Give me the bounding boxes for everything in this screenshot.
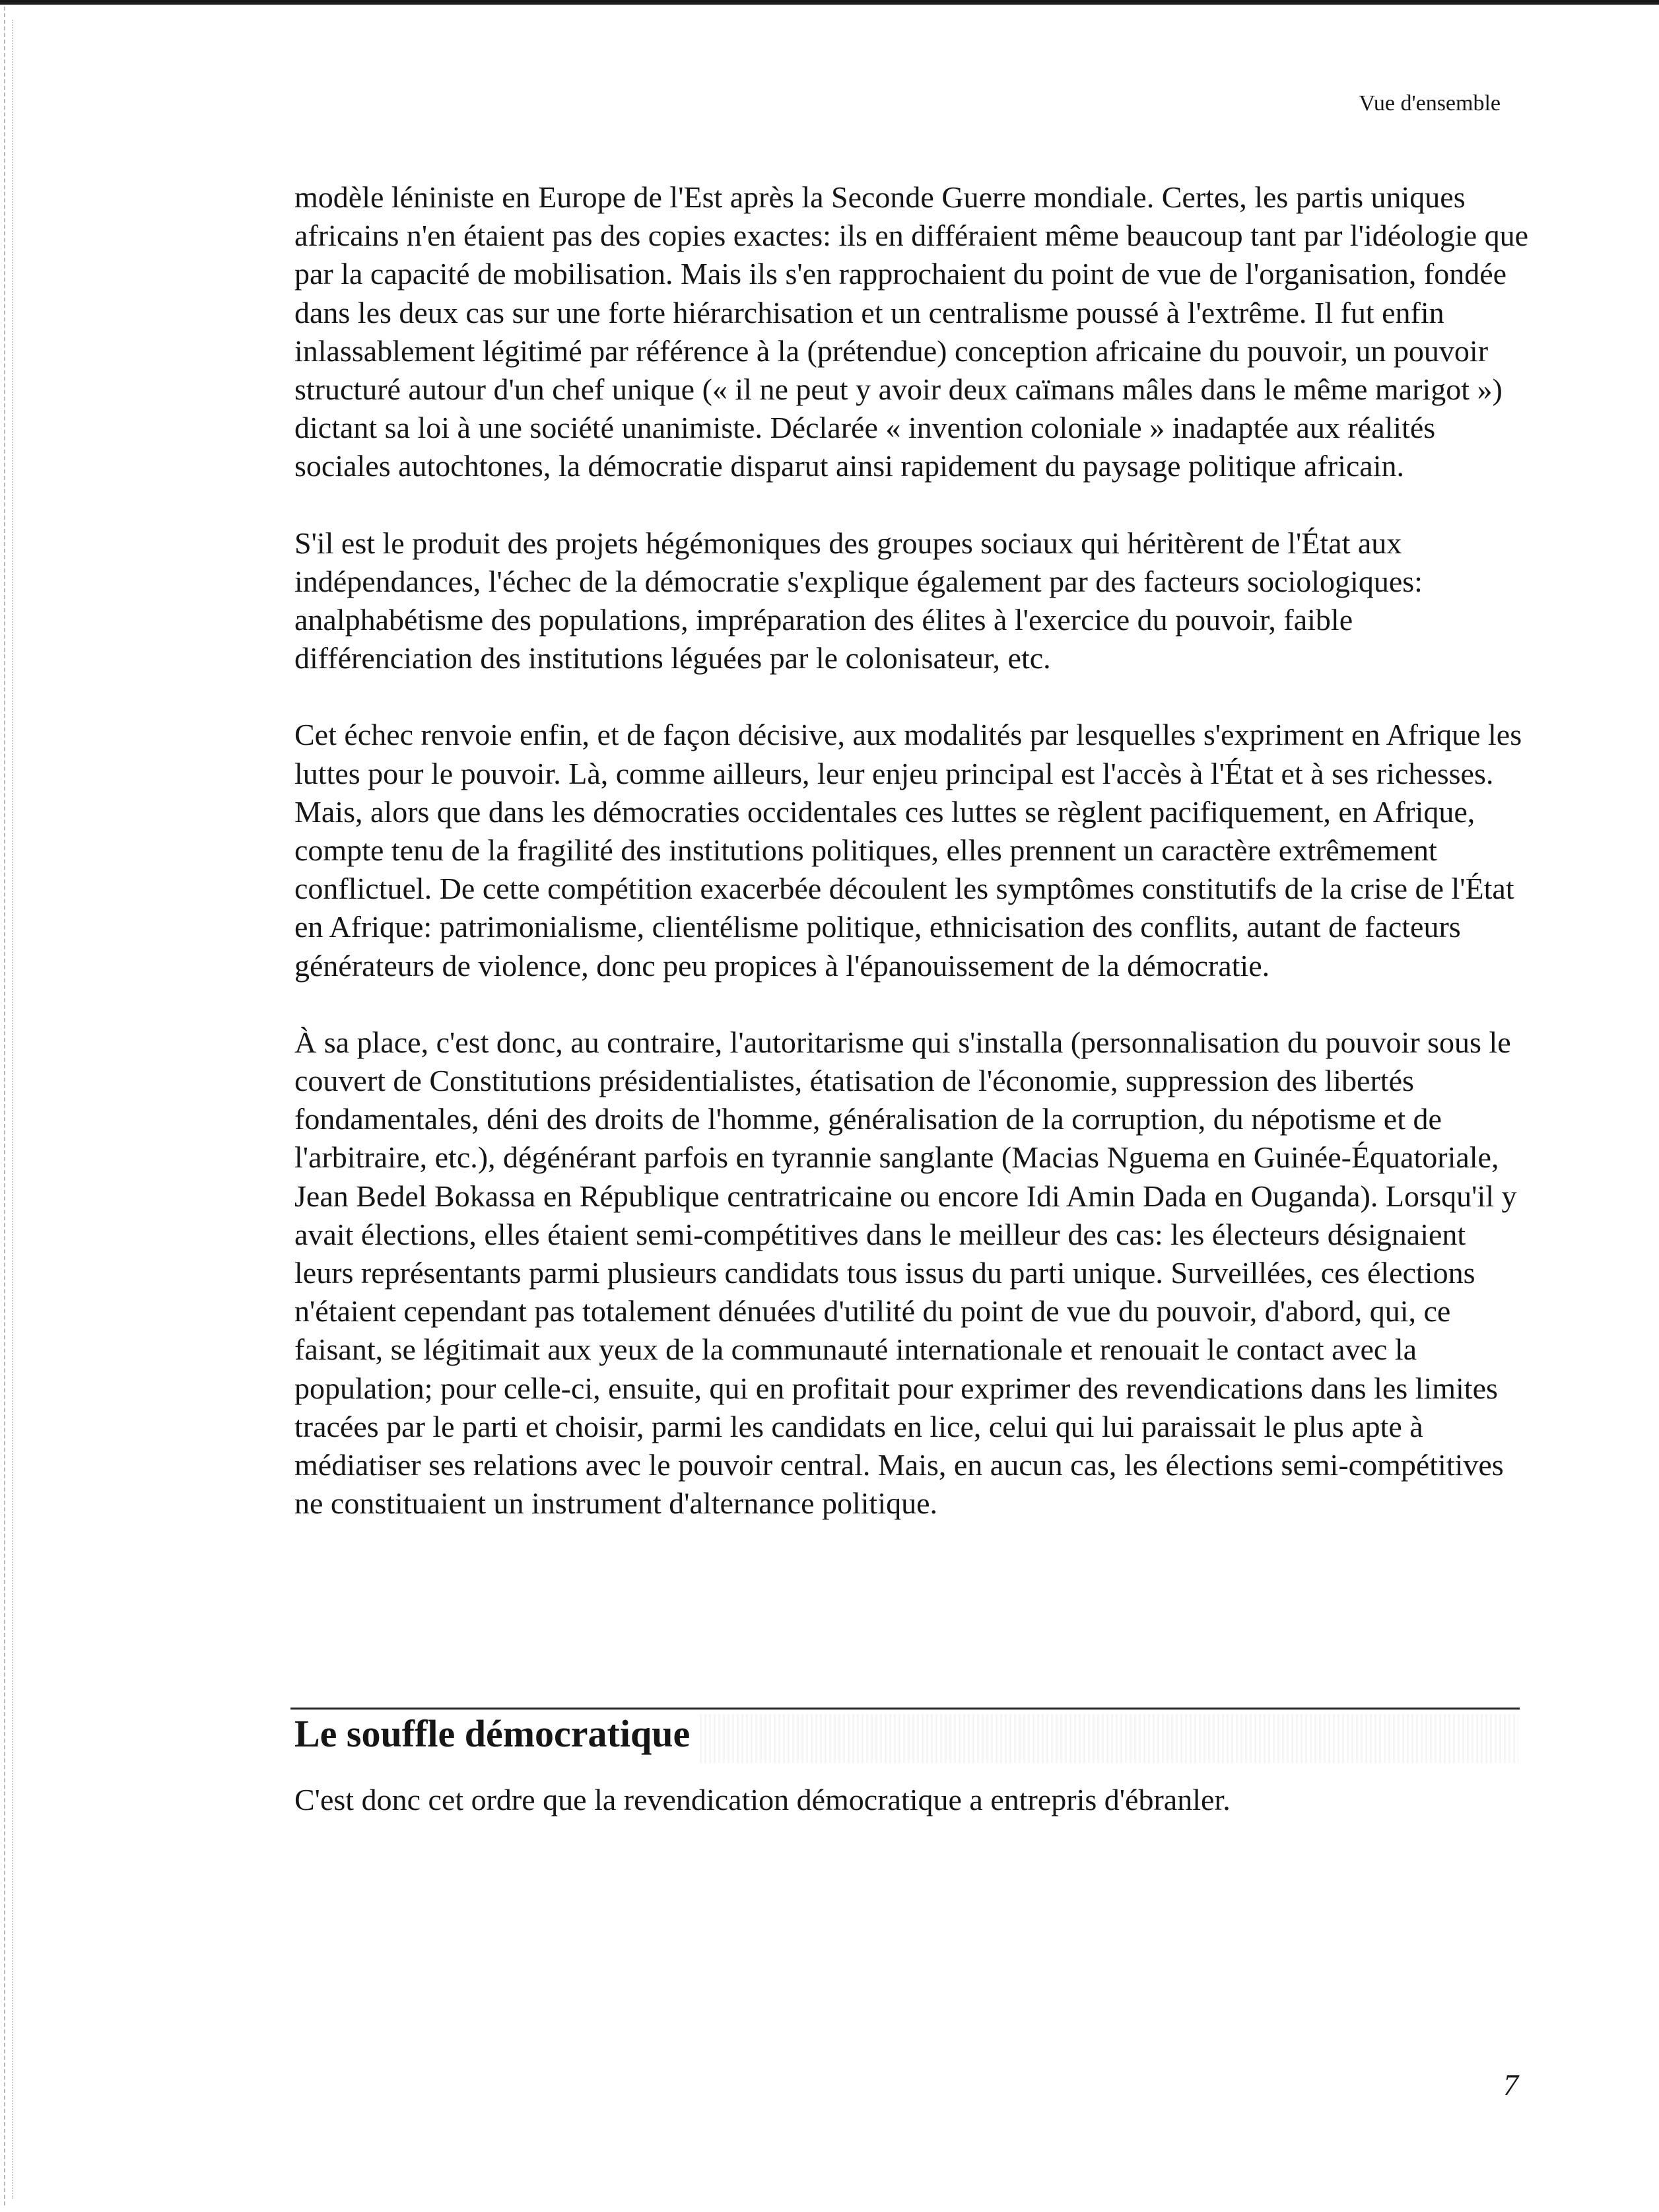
scan-left-edge-inner <box>12 20 15 2199</box>
section-paragraph: C'est donc cet ordre que la revendication démocratique a entrepris d'ébranler. <box>294 1783 1231 1816</box>
section-heading: Le souffle démocratique <box>294 1712 691 1755</box>
body-text <box>294 178 1532 1562</box>
paragraph-3: Cet échec renvoie enfin, et de façon décisive, aux modalités par lesquelles s'expriment en Afrique les luttes pour le pouvoir. Là, comme ailleurs, leur enjeu principal est l'accès à l'État et à ses richesses. Mais, alors que dans les démocraties occidentales ces luttes se règlent pacifiquement, en Afrique, compte tenu de la fragilité des institutions politiques, elles prennent un caractère extrêmement conflictuel. De cette compétition exacerbée découlent les symptômes constitutifs de la crise de l'État en Afrique: patrimonialisme, clientélisme politique, ethnicisation des conflits, autant de facteurs générateurs de violence, donc peu propices à l'épanouissement de la démocratie. <box>294 718 1522 983</box>
paragraph-4: À sa place, c'est donc, au contraire, l'autoritarisme qui s'installa (personnalisation du pouvoir sous le couvert de Constitutions présidentialistes, étatisation de l'économie, suppression des libertés fondamentales, déni des droits de l'homme, généralisation de la corruption, du népotisme et de l'arbitraire, etc.), dégénérant parfois en tyrannie sanglante (Macias Nguema en Guinée-Équatoriale, Jean Bedel Bokassa en République centratricaine ou encore Idi Amin Dada en Ouganda). Lorsqu'il y avait élections, elles étaient semi-compétitives dans le meilleur des cas: les électeurs désignaient leurs représentants parmi plusieurs candidats tous issus du parti unique. Surveillées, ces élections n'étaient cependant pas totalement dénuées d'utilité du point de vue du pouvoir, d'abord, qui, ce faisant, se légitimait aux yeux de la communauté internationale et renouait le contact avec la population; pour celle-ci, ensuite, qui en profitait pour exprimer des revendications dans les limites tracées par le parti et choisir, parmi les candidats en lice, celui qui lui paraissait le plus apte à médiatiser ses relations avec le pouvoir central. Mais, en aucun cas, les élections semi-compétitives ne constituaient un instrument d'alternance politique. <box>294 1025 1517 1521</box>
paragraph-1: modèle léniniste en Europe de l'Est après la Seconde Guerre mondiale. Certes, les partis uniques africains n'en étaient pas des copies exactes: ils en différaient même beaucoup tant par l'idéologie que par la capacité de mobilisation. Mais ils s'en rapprochaient du point de vue de l'organisation, fondée dans les deux cas sur une forte hiérarchisation et un centralisme poussé à l'extrême. Il fut enfin inlassablement légitimé par référence à la (prétendue) conception africaine du pouvoir, un pouvoir structuré autour d'un chef unique (« il ne peut y avoir deux caïmans mâles dans le même marigot ») dictant sa loi à une société unanimiste. Déclarée « invention coloniale » inadaptée aux réalités sociales autochtones, la démocratie disparut ainsi rapidement du paysage politique africain. <box>294 180 1529 483</box>
running-head: Vue d'ensemble <box>1359 91 1501 116</box>
page-number: 7 <box>1503 2068 1518 2102</box>
scan-left-edge <box>4 7 7 2205</box>
paragraph-2: S'il est le produit des projets hégémoniques des groupes sociaux qui héritèrent de l'État aux indépendances, l'échec de la démocratie s'explique également par des facteurs sociologiques: analphabétisme des populations, impréparation des élites à l'exercice du pouvoir, faible différenciation des institutions léguées par le colonisateur, etc. <box>294 526 1423 675</box>
section-divider <box>290 1708 1520 1710</box>
scan-top-edge <box>0 0 1659 5</box>
section-heading-shade <box>700 1714 1518 1763</box>
